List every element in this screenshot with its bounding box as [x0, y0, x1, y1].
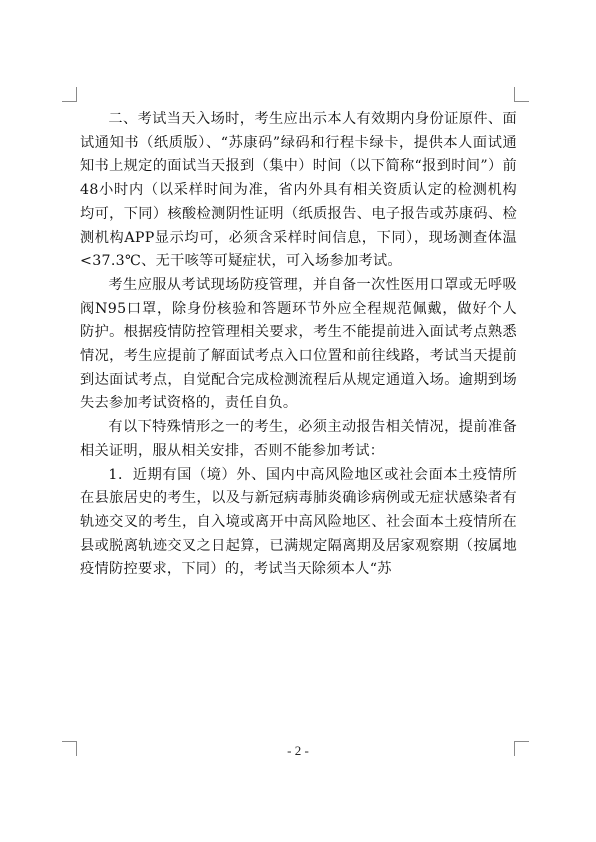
crop-mark-top-left [62, 87, 77, 102]
paragraph-epidemic-management: 考生应服从考试现场防疫管理，并自备一次性医用口罩或无呼吸阀N95口罩，除身份核验和答题环节外应全程规范佩戴，做好个人防护。根据疫情防控管理相关要求，考生不能提前进入面试考点熟悉情况，考生应提前了解面试考点入口位置和前往线路，考试当天提前到达面试考点，自觉配合完成检测流程后从规定通道入场。逾期到场失去参加考试资格的，责任自负。 [80, 276, 517, 412]
paragraph-item-1: 1．近期有国（境）外、国内中高风险地区或社会面本土疫情所在县旅居史的考生，以及与新冠病毒肺炎确诊病例或无症状感染者有轨迹交叉的考生，自入境或离开中高风险地区、社会面本土疫情所在县或脱离轨迹交叉之日起算，已满规定隔离期及居家观察期（按属地疫情防控要求，下同）的，考试当天除须本人“苏 [80, 466, 517, 578]
paragraph-entry-requirements: 二、考试当天入场时，考生应出示本人有效期内身份证原件、面试通知书（纸质版）、“苏康码”绿码和行程卡绿卡，提供本人面试通知书上规定的面试当天报到（集中）时间（以下简称“报到时间”）前48小时内（以采样时间为准，省内外具有相关资质认定的检测机构均可，下同）核酸检测阴性证明（纸质报告、电子报告或苏康码、检测机构APP显示均可，必须含采样时间信息，下同），现场测查体温<37.3℃、无干咳等可疑症状，可入场参加考试。 [80, 111, 517, 270]
document-body [80, 108, 517, 582]
crop-mark-top-right [514, 87, 529, 102]
paragraph-special-cases: 有以下特殊情形之一的考生，必须主动报告相关情况，提前准备相关证明，服从相关安排，否则不能参加考试： [80, 419, 517, 459]
page-number: - 2 - [287, 743, 309, 758]
